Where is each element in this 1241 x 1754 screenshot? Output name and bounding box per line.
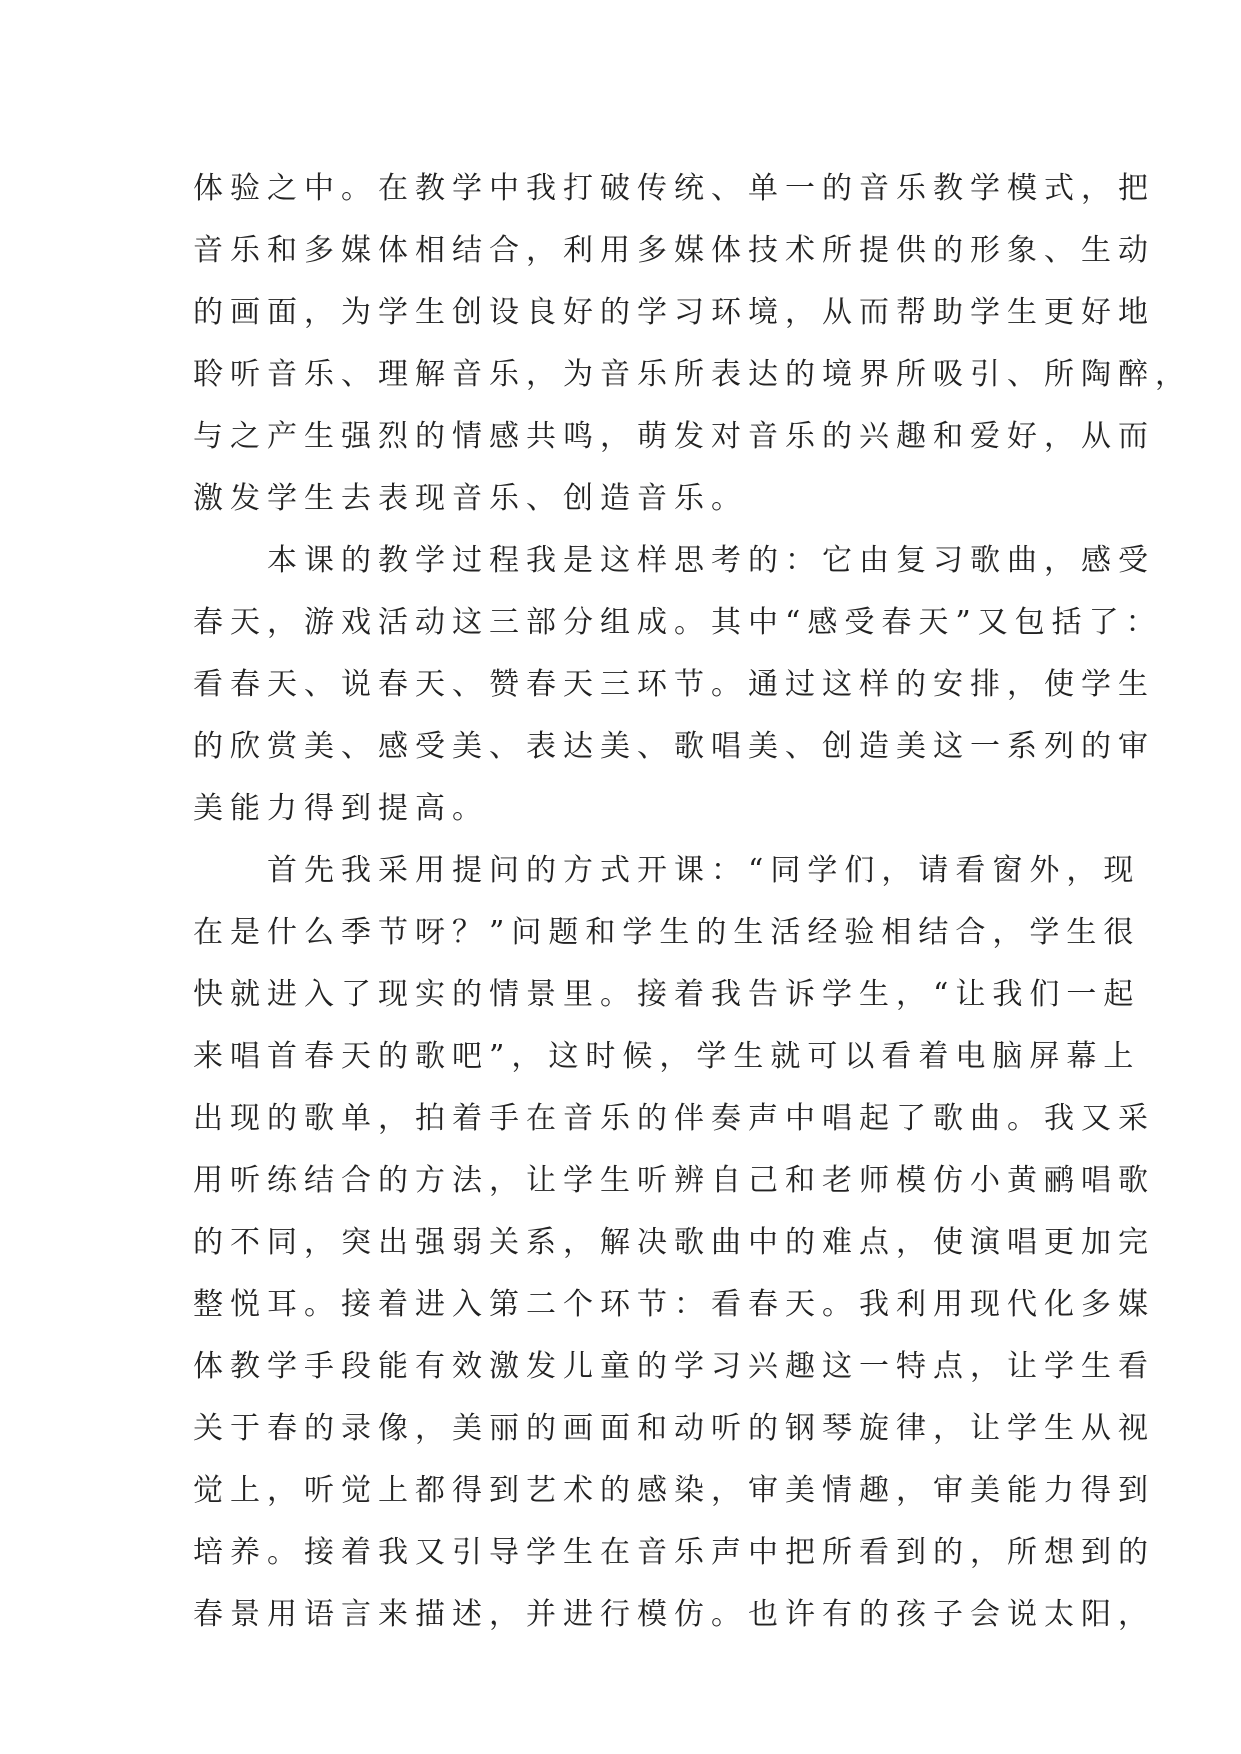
text-line: 体教学手段能有效激发儿童的学习兴趣这一特点，让学生看: [193, 1349, 1155, 1384]
text-line: 首先我采用提问的方式开课：“同学们，请看窗外，现: [193, 853, 1141, 888]
text-line: 聆听音乐、理解音乐，为音乐所表达的境界所吸引、所陶醉，: [193, 357, 1192, 392]
text-line: 来唱首春天的歌吧”，这时候，学生就可以看着电脑屏幕上: [193, 1039, 1141, 1074]
text-line: 的不同，突出强弱关系，解决歌曲中的难点，使演唱更加完: [193, 1225, 1155, 1260]
text-line: 的欣赏美、感受美、表达美、歌唱美、创造美这一系列的审: [193, 729, 1155, 764]
text-line: 整悦耳。接着进入第二个环节：看春天。我利用现代化多媒: [193, 1287, 1155, 1322]
text-line: 快就进入了现实的情景里。接着我告诉学生，“让我们一起: [193, 977, 1141, 1012]
text-line: 看春天、说春天、赞春天三环节。通过这样的安排，使学生: [193, 667, 1155, 702]
body-text: [193, 158, 1192, 1646]
text-line: 美能力得到提高。: [193, 791, 489, 826]
text-line: 体验之中。在教学中我打破传统、单一的音乐教学模式，把: [193, 171, 1155, 206]
text-line: 与之产生强烈的情感共鸣，萌发对音乐的兴趣和爱好，从而: [193, 419, 1155, 454]
text-line: 在是什么季节呀？”问题和学生的生活经验相结合，学生很: [193, 915, 1141, 950]
text-line: 音乐和多媒体相结合，利用多媒体技术所提供的形象、生动: [193, 233, 1155, 268]
text-line: 激发学生去表现音乐、创造音乐。: [193, 481, 748, 516]
text-line: 出现的歌单，拍着手在音乐的伴奏声中唱起了歌曲。我又采: [193, 1101, 1155, 1136]
text-line: 本课的教学过程我是这样思考的：它由复习歌曲，感受: [193, 543, 1155, 578]
text-line: 觉上，听觉上都得到艺术的感染，审美情趣，审美能力得到: [193, 1473, 1155, 1508]
text-line: 培养。接着我又引导学生在音乐声中把所看到的，所想到的: [193, 1535, 1155, 1570]
text-line: 的画面，为学生创设良好的学习环境，从而帮助学生更好地: [193, 295, 1155, 330]
text-line: 关于春的录像，美丽的画面和动听的钢琴旋律，让学生从视: [193, 1411, 1155, 1446]
text-line: 春景用语言来描述，并进行模仿。也许有的孩子会说太阳，: [193, 1597, 1155, 1632]
text-line: 春天，游戏活动这三部分组成。其中“感受春天”又包括了：: [193, 605, 1163, 640]
text-line: 用听练结合的方法，让学生听辨自己和老师模仿小黄鹂唱歌: [193, 1163, 1155, 1198]
